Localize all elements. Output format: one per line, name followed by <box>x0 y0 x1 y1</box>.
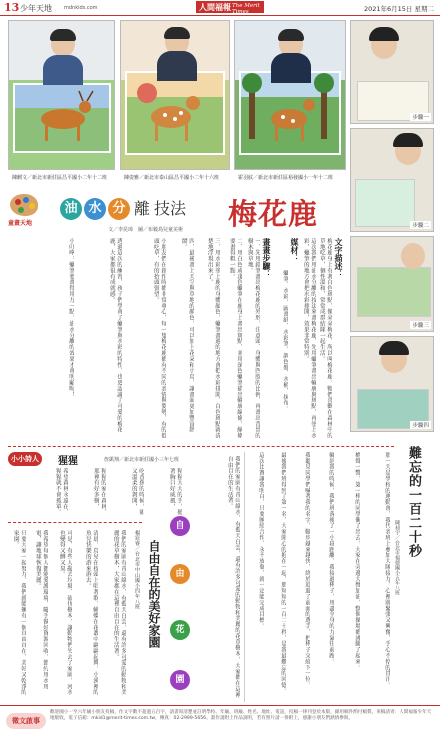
child-hair <box>50 29 76 41</box>
poem-author: 詹凱翔／新北市新莊國小三年七班 <box>104 457 180 463</box>
title-char-3: 分 <box>108 198 130 220</box>
child-body <box>271 53 311 83</box>
essay1-title: 自由自在的美好家園 <box>147 540 161 648</box>
essay1-column: 我們的家園有青山綠水，有藍天白雲，還有許多可愛的動物和美麗的花草樹木，大家都在這裡自由自在的生活著。 <box>226 456 240 698</box>
feature-title-band <box>8 192 348 232</box>
section-name: 少年天地 <box>20 4 52 13</box>
logo-english: The Merit Times <box>232 3 260 15</box>
child-body <box>43 55 83 85</box>
essay2-column: 那一天是學校的運動會，我代表班上參加大隊接力，心裡既緊張又興奮，手心不停的冒汗。 <box>384 452 390 688</box>
step-label-2: 步驟二 <box>412 223 429 229</box>
essay2-title: 難忘的一百二十秒 <box>406 446 421 558</box>
page-header <box>0 0 440 16</box>
article-column: 三、用水彩塗上鹿的身體顏色，蠟筆畫過的地方會把水彩排開，白色斑點就清楚地浮現出來了。 <box>206 238 220 439</box>
section-divider <box>8 522 142 523</box>
poem-line: 猩猩大大的手，搥著胸口好威風， <box>168 468 182 516</box>
essay2-column: 槍聲一響，第一棒的同學衝了出去，大家在旁邊大聲加油，整個操場都沸騰了起來。 <box>354 452 360 671</box>
essay2-author: 陳昶宇／台北市福德國小五年八班 <box>394 520 400 595</box>
poem-line: 吃香蕉的時候，卻又溫柔的剝開， <box>130 468 144 516</box>
child-face <box>401 243 425 269</box>
flower-icon: 由 <box>170 564 190 584</box>
title-char-2: 水 <box>84 198 106 220</box>
drawing-paper <box>355 179 415 227</box>
article-column: 小朋友們在創作時都非常專心，每一隻梅花鹿都有不同的表情與姿勢，有的低頭吃草，有的抬頭張望。 <box>152 238 166 439</box>
article-heading-description: 文字描述： <box>334 238 344 278</box>
flower-icon: 自 <box>170 516 190 536</box>
article-column: 二、用白色或淺色蠟筆在鹿身上畫出斑點，並用深色蠟筆描出輪廓線條，線條要畫得粗一點。 <box>228 238 242 439</box>
painting <box>125 71 225 155</box>
flower-icon: 園 <box>170 670 190 690</box>
article-column: 一、先用鉛筆畫出梅花鹿的外形，注意頭、身體與四肢的比例，再畫出背景的樹木與草地。 <box>246 238 260 439</box>
step-label-4: 步驟四 <box>412 423 429 429</box>
step-photo-3 <box>350 236 434 332</box>
footer-notice: 歡迎國小一至六年級小朋友投稿，作文字數不超過五百字，請書寫清楚並註明學校、年級、班級、姓名、地址、電話，投稿一律刊登於本版，錄用稿件酌付稿費。來稿請寄：人間福報少年天地版收，電子信箱：mkid1@merit-times.com.tw，傳真：02-2999-5656。畫作請附上作品說明，若有照片請一併附上，感謝小朋友們熱情參與。 <box>50 710 432 722</box>
newspaper-logo <box>196 1 264 13</box>
feature-byline: 文／李昆璋 圖／布穀鳥兒童美術 <box>108 227 184 233</box>
title-char-1: 油 <box>60 198 82 220</box>
article-heading-steps: 畫畫步驟： <box>262 238 272 278</box>
page-number: 13 <box>4 1 20 14</box>
photo-caption-1: 陳麒文／新北市新莊區昌平國小二年十二班 <box>12 175 108 181</box>
essay1-author: 楊宸睿／台北市中山國小四年八班 <box>134 530 140 610</box>
article-column: 透過這次的練習，孩子們學會了蠟筆與水彩的特性，也更認識了可愛的梅花鹿，大家都很有成就感。 <box>108 238 122 433</box>
site-url[interactable]: mdnkids.com <box>64 5 98 11</box>
poem-badge: 小小詩人 <box>8 452 42 466</box>
child-hair <box>393 133 423 147</box>
section-divider <box>8 446 394 447</box>
painting <box>239 71 341 155</box>
feature-title: 梅花鹿 <box>228 197 319 231</box>
article-heading-materials: 媒材： <box>290 238 300 262</box>
article-column: 小叮嚀：蠟筆要畫得用力一點，油水分離的效果才會明顯喔！ <box>68 238 74 398</box>
child-hair <box>278 29 304 41</box>
publication-date: 2021年6月15日 星期二 <box>363 5 434 13</box>
student-photo-2 <box>120 20 230 170</box>
essay2-column: 最後我們班得到了第一名，大家開心的抱在一起，那短短的一百二十秒，是我最難忘的回憶。 <box>280 452 286 694</box>
drawing-paper <box>357 267 431 317</box>
essay2-column: 輪到我的時候，我們班落後了一小段距離，我接過棒子，用盡全身的力氣往前跑。 <box>328 452 334 665</box>
child-body <box>157 51 197 81</box>
poem-line: 猩猩的家在森林，那裡有好多樹， <box>92 468 106 516</box>
essay1-column: 只要大家一起努力，我們就能擁有一個自由自在、美好又乾淨的家園。 <box>12 530 26 696</box>
deer-drawing <box>241 73 339 153</box>
essay1-column: 我希望每個人都能愛護環境，隨手做好資源回收，節約用水用電，讓地球恢復美麗。 <box>34 530 48 690</box>
article-column: 梅花鹿身上有著白色斑點，像朵朵梅花，所以叫梅花鹿。牠們喜歡在森林中的草地吃草，個性溫和，常常成群結隊一起生活。 <box>318 238 332 439</box>
deer-drawing <box>15 85 109 151</box>
poem-title: 猩猩 <box>58 456 78 467</box>
photo-caption-2: 陳姿雅／新北市泰山區昌平國小二年十六班 <box>124 175 220 181</box>
essay2-column: 我聽見同學們喊著我的名字，腳步越來越快，終於追過了前面的選手，把棒子交給下一位。 <box>304 452 310 688</box>
title-char-5: 技法 <box>154 199 187 218</box>
child-hair <box>379 341 409 355</box>
essay1-column: 清晨，鳥兒在枝頭上唱著歌，蝴蝶在花叢中翩翩起舞，小溪裡的魚兒快樂的游來游去。 <box>84 530 98 696</box>
flower-decoration <box>170 516 190 691</box>
article-column: 這次我們用油水分離的技法來畫梅花鹿，先用蠟筆畫出輪廓與斑點，再塗上水彩，蠟筆的地方會把水彩排開，效果非常特別。 <box>302 238 316 439</box>
essay2-column: 這次比賽讓我明白，只要團結合作、永不放棄，就一定能完成目標。 <box>258 452 264 629</box>
column-divider <box>244 452 245 702</box>
step-label-1: 步驟一 <box>412 115 429 121</box>
essay1-column: 可是，有些人亂丟垃圾、砍伐樹木，讓動物們失去了家園，河水也變得又髒又臭。 <box>58 530 72 696</box>
essay1-column: 我們的家園有青山綠水，有藍天白雲，還有許多可愛的動物和美麗的花草樹木，大家都在這裡自由自在的生活著。 <box>112 530 126 696</box>
flower-icon: 花 <box>170 620 190 640</box>
call-for-submissions-badge: 徵文啟事 <box>6 713 46 729</box>
poem-line: 希望森林永遠在，猩猩就不會孤單。 <box>54 468 68 516</box>
article-column: 四、最後畫上天空與草地的顏色，可以加上花朵和小鳥，讓畫面更加豐富熱鬧。 <box>180 238 194 433</box>
article-column: 蠟筆、水彩、圖畫紙、水彩筆、調色盤、水桶、抹布。 <box>282 270 288 412</box>
step-photo-1 <box>350 20 434 124</box>
title-char-4: 離 <box>134 199 151 218</box>
photo-caption-3: 霍羽紋／新北市新莊區裕發國小一年十二班 <box>238 175 334 181</box>
child-hair <box>164 27 190 39</box>
deer-drawing <box>127 73 223 153</box>
step-photo-4 <box>350 336 434 432</box>
child-hair <box>369 27 399 41</box>
footer <box>0 705 440 735</box>
column-name: 童畫天地 <box>8 220 33 227</box>
student-photo-1 <box>8 20 115 170</box>
step-photo-2 <box>350 128 434 232</box>
step-label-3: 步驟三 <box>412 323 429 329</box>
logo-chinese: 人間福報 <box>199 2 231 12</box>
painting <box>13 83 111 153</box>
palette-icon <box>10 194 38 216</box>
student-photo-3 <box>234 20 346 170</box>
